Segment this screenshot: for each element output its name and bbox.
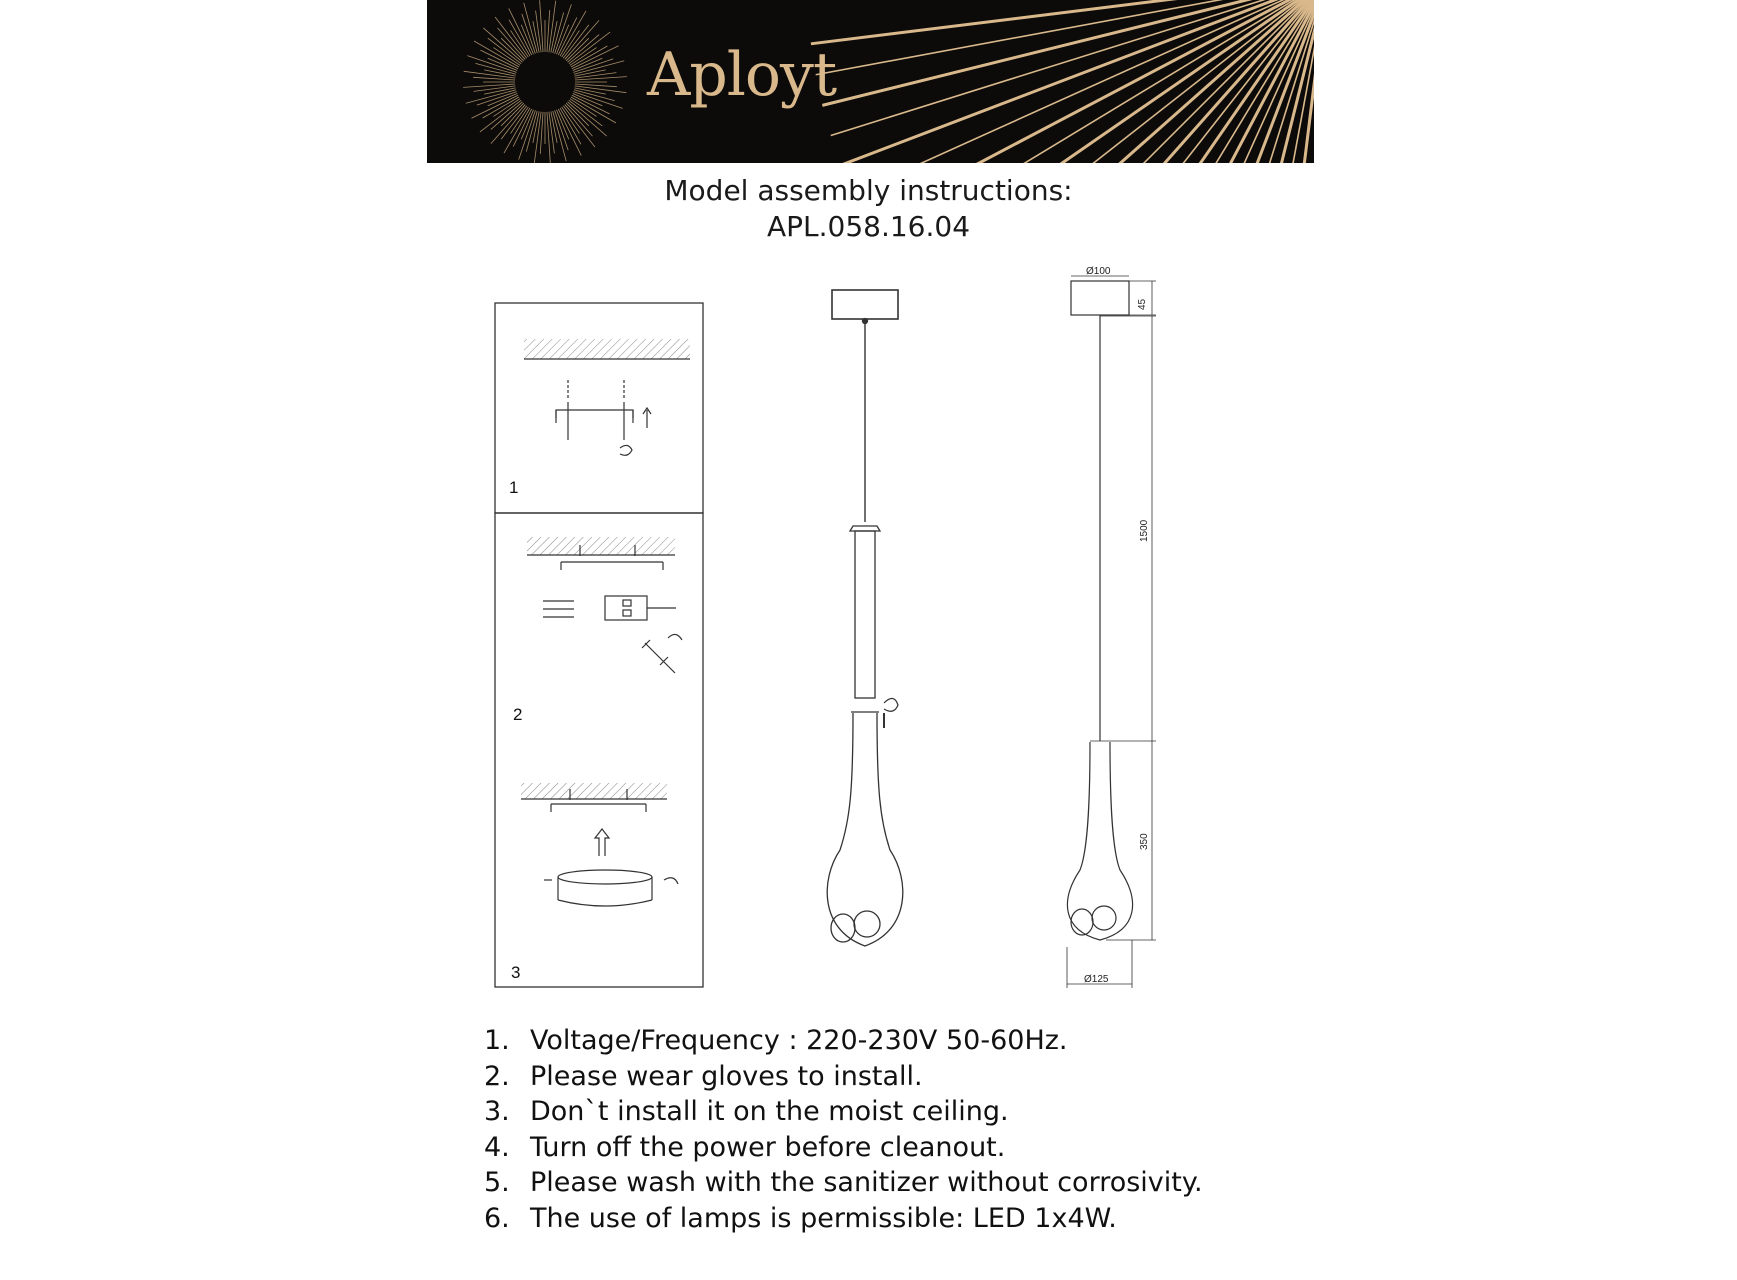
note-item: 2. Please wear gloves to install. [484, 1060, 923, 1092]
shade-height-label: 350 [1139, 833, 1150, 850]
canopy-diameter-label: Ø100 [1086, 266, 1111, 277]
note-item: 6. The use of lamps is permissible: LED 1x4W. [484, 1202, 1117, 1234]
step-number: 2 [513, 705, 523, 724]
note-item: 3. Don`t install it on the moist ceiling. [484, 1096, 1009, 1127]
step-1-drawing [524, 339, 690, 455]
cable-length-label: 1500 [1139, 519, 1150, 542]
brand-name: Aployt [647, 40, 837, 110]
pendant-front-view [827, 290, 903, 946]
step-number: 1 [509, 478, 519, 497]
step-3-drawing [521, 783, 678, 906]
pendant-dimension-view [1067, 276, 1156, 988]
step-2-drawing [527, 537, 682, 673]
safety-notes-list [484, 1023, 1203, 1236]
shade-diameter-label: Ø125 [1084, 974, 1109, 985]
page-title: Model assembly instructions: [664, 174, 1073, 207]
note-item: 5. Please wash with the sanitizer without corrosivity. [484, 1167, 1203, 1198]
canopy-height-label: 45 [1137, 298, 1148, 310]
step-number: 3 [511, 963, 521, 982]
note-item: 1. Voltage/Frequency : 220-230V 50-60Hz. [484, 1025, 1068, 1056]
note-item: 4. Turn off the power before cleanout. [484, 1131, 1006, 1163]
model-number: APL.058.16.04 [766, 210, 971, 243]
